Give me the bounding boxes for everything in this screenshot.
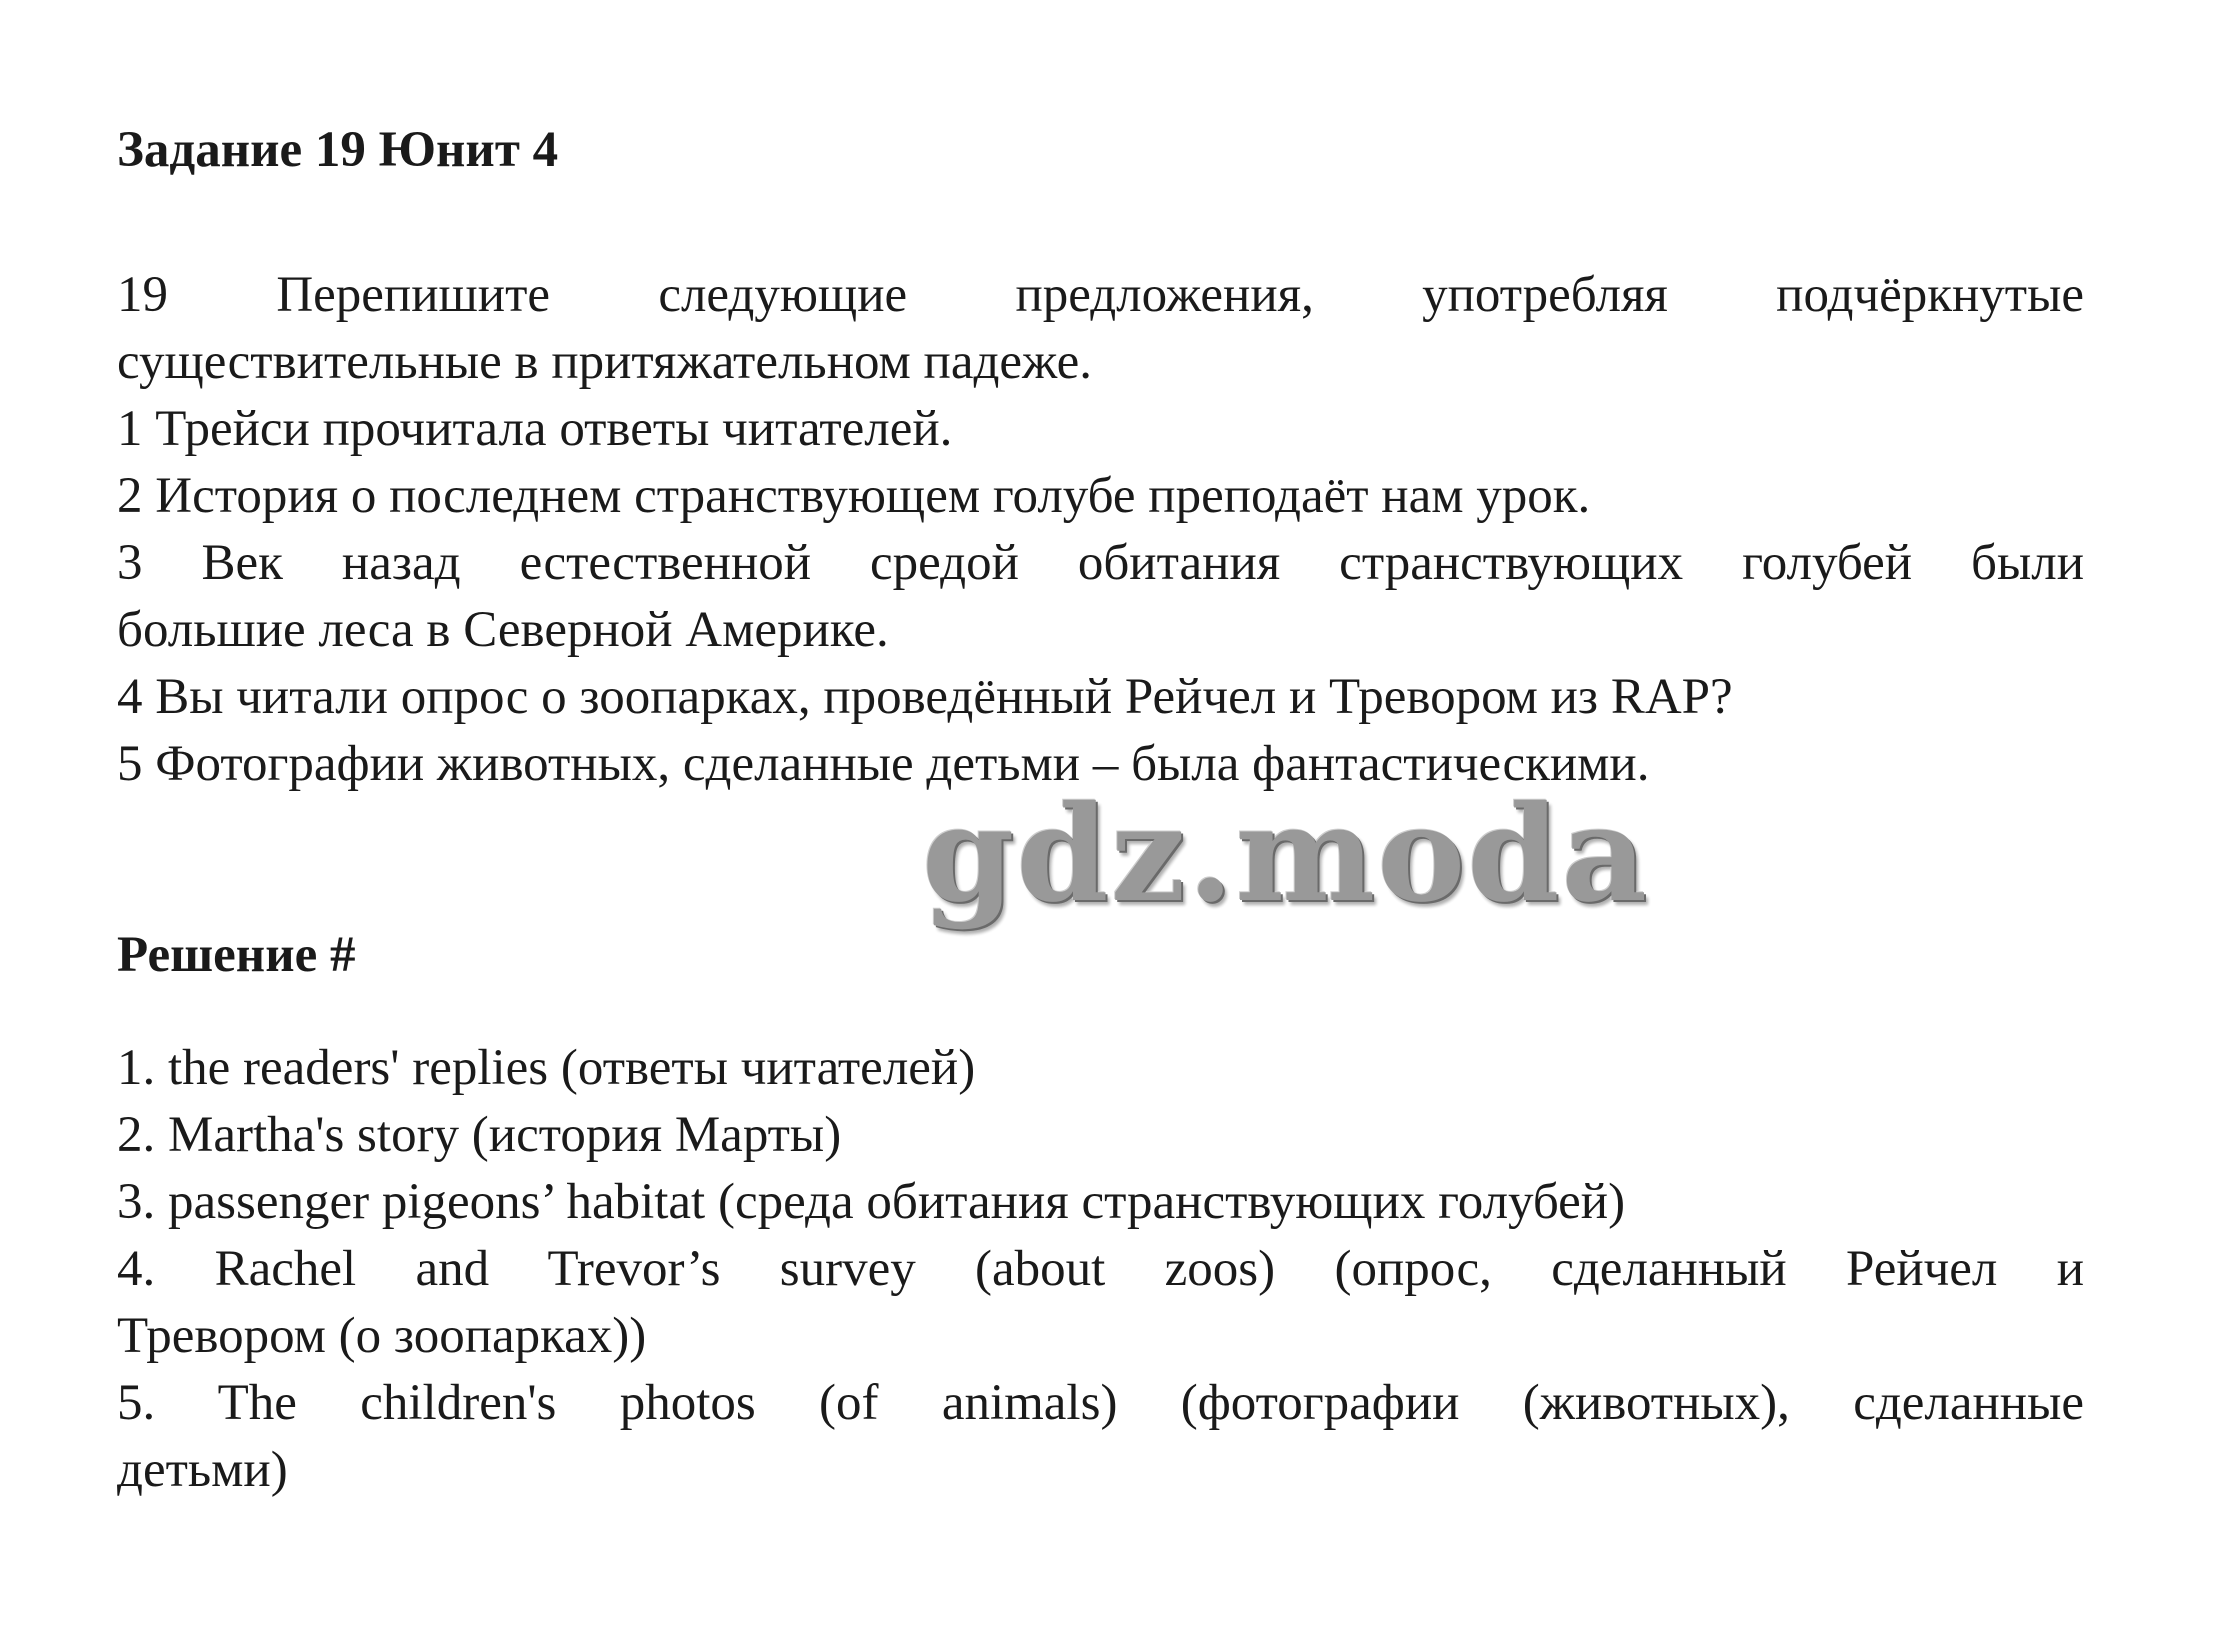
answer-4-line-2: Тревором (о зоопарках)): [117, 1308, 647, 1364]
task-instruction-line-2: существительные в притяжательном падеже.: [117, 334, 1093, 390]
solution-text: [117, 1035, 2084, 1504]
task-instruction-line-1: 19 Перепишите следующие предложения, употребляя подчёркнутые: [117, 267, 2084, 323]
answer-2: 2. Martha's story (история Марты): [117, 1107, 842, 1163]
task-heading: Задание 19 Юнит 4: [117, 122, 559, 178]
answer-1: 1. the readers' replies (ответы читателей): [117, 1040, 976, 1096]
task-text: [117, 262, 2084, 798]
watermark-logo: gdz.moda: [922, 777, 1650, 932]
task-item-2: 2 История о последнем странствующем голубе преподаёт нам урок.: [117, 468, 1591, 524]
solution-heading: Решение #: [117, 927, 356, 983]
task-item-3-line-2: большие леса в Северной Америке.: [117, 602, 889, 658]
document-page: [117, 0, 2084, 1640]
answer-3: 3. passenger pigeons’ habitat (среда обитания странствующих голубей): [117, 1174, 1626, 1230]
answer-4-line-1: 4. Rachel and Trevor’s survey (about zoos) (опрос, сделанный Рейчел и: [117, 1241, 2084, 1297]
task-item-1: 1 Трейси прочитала ответы читателей.: [117, 401, 953, 457]
task-item-5: 5 Фотографии животных, сделанные детьми – была фантастическими.: [117, 736, 1650, 792]
task-item-4: 4 Вы читали опрос о зоопарках, проведённый Рейчел и Тревором из RAP?: [117, 669, 1733, 725]
answer-5-line-2: детьми): [117, 1442, 288, 1498]
answer-5-line-1: 5. The children's photos (of animals) (фотографии (животных), сделанные: [117, 1375, 2084, 1431]
task-item-3-line-1: 3 Век назад естественной средой обитания странствующих голубей были: [117, 535, 2084, 591]
